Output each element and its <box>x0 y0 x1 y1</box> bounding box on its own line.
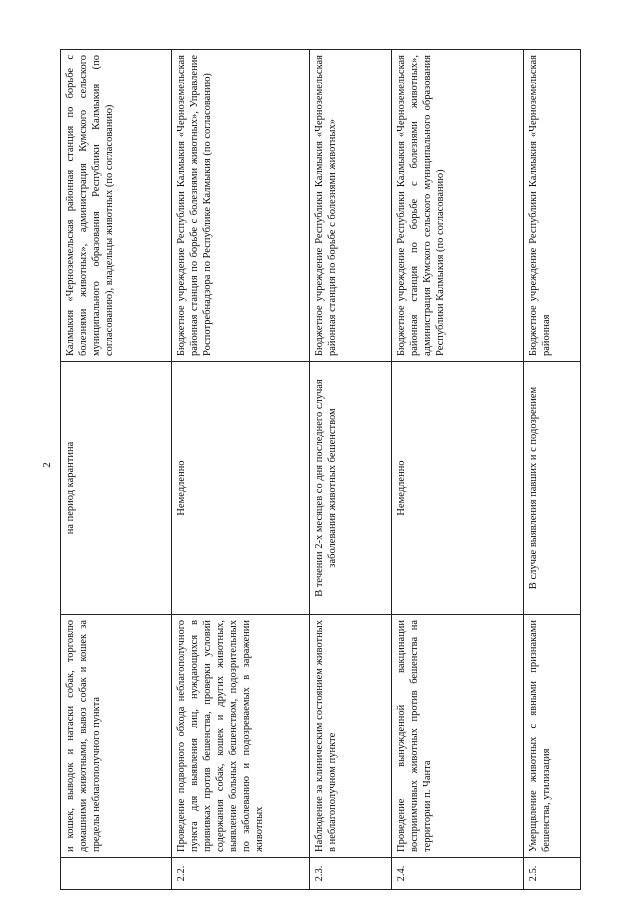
table-row <box>310 50 392 890</box>
term-cell: В случае выявления павших и с подозрением <box>524 362 581 615</box>
term-cell: на период карантина <box>61 362 172 615</box>
measure-cell: Проведение подворного обхода неблагополучного пункта для выявления лиц, нуждающихся в прививках против бешенства, проверки условий содержания собак, кошек и других животных, выявление больных бешенством, подозрительных по заболеванию и подозреваемых в заражении животных <box>172 615 310 858</box>
responsible-cell: Калмыкия «Черноземельская районная станция по борьбе с болезнями животных», администрация Кумского сельского муниципального образования Республики Калмыкия (по согласованию), владельцы животных (по согласованию) <box>61 50 172 362</box>
row-number: 2.2. <box>172 858 310 890</box>
responsible-cell: Бюджетное учреждение Республики Калмыкия «Черноземельская районная станция по борьбе с болезнями животных», администрация Кумского сельского муниципального образования Республики Калмыкия (по согласованию) <box>392 50 524 362</box>
page-number: 2 <box>41 462 53 468</box>
responsible-cell: Бюджетное учреждение Республики Калмыкия «Черноземельская районная станция по борьбе с болезнями животных» <box>310 50 392 362</box>
table-row <box>524 50 581 890</box>
term-cell: Немедленно <box>172 362 310 615</box>
row-number: 2.4. <box>392 858 524 890</box>
row-number <box>61 858 172 890</box>
table-row <box>61 50 172 890</box>
measures-table <box>60 49 581 890</box>
table-row <box>392 50 524 890</box>
rotated-table-container <box>60 50 580 890</box>
term-cell: Немедленно <box>392 362 524 615</box>
measure-cell: Умерщвление животных с явными признаками бешенства, утилизация <box>524 615 581 858</box>
responsible-cell: Бюджетное учреждение Республики Калмыкия «Черноземельская районная <box>524 50 581 362</box>
measure-cell: Наблюдение за клиническим состоянием животных в неблагополучном пункте <box>310 615 392 858</box>
term-cell: В течении 2-х месяцев со дня последнего случая заболевания животных бешенством <box>310 362 392 615</box>
row-number: 2.5. <box>524 858 581 890</box>
row-number: 2.3. <box>310 858 392 890</box>
responsible-cell: Бюджетное учреждение Республики Калмыкия «Черноземельская районная станция по борьбе с болезнями животных», Управление Роспотребнадзора по Республике Калмыкия (по согласованию) <box>172 50 310 362</box>
measure-cell: и кошек, выводок и натаски собак, торговлю домашними животными, вывоз собак и кошек за пределы неблагополучного пункта <box>61 615 172 858</box>
measure-cell: Проведение вынужденной вакцинации восприимчивых животных против бешенства на территории п. Чанта <box>392 615 524 858</box>
table-row <box>172 50 310 890</box>
